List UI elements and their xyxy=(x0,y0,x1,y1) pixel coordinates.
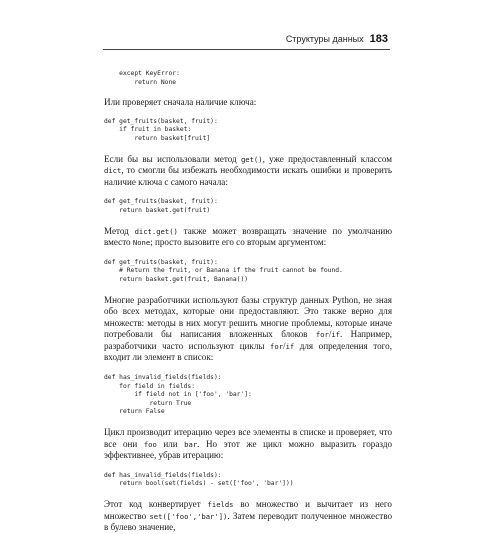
code-block: def get_fruits(basket, fruit): # Return the fruit, or Banana if the fruit cannot be found. return basket.get(fruit, Banana()) xyxy=(104,258,343,283)
inline-code: dict.get() xyxy=(134,226,178,236)
inline-code: bar xyxy=(184,439,198,449)
header-divider xyxy=(103,49,390,50)
paragraph: Цикл производит итерацию через все элементы в списке и проверяет, что все они foo или bar. Но этот же цикл можно выразить гораздо эффективнее, убрав итерацию: xyxy=(104,427,392,461)
chapter-title: Структуры данных xyxy=(285,34,364,44)
inline-code: None xyxy=(132,238,151,248)
paragraph: Или проверяет сначала наличие ключа: xyxy=(104,97,257,108)
inline-code: foo xyxy=(143,439,157,449)
inline-code: fields xyxy=(207,500,234,509)
code-block: def get_fruits(basket, fruit): return basket.get(fruit) xyxy=(104,198,218,214)
inline-code: if xyxy=(285,341,295,351)
inline-code: for xyxy=(270,341,284,351)
paragraph: Если бы вы использовали метод get(), уже предоставленный классом dict, то смогли бы избежать необходимости искать ошибки и проверить наличие ключа с самого начала: xyxy=(104,153,392,187)
paragraph: Этот код конвертирует fields во множество и вычитает из него множество set(['foo','bar']). Затем переводит полученное множество в булево значение, xyxy=(104,499,393,533)
page-body xyxy=(104,58,392,534)
code-block: def has_invalid_fields(fields): return bool(set(fields) - set(['foo', 'bar'])) xyxy=(104,471,294,488)
inline-code: for xyxy=(315,330,329,340)
code-block: def get_fruits(basket, fruit): if fruit in basket: return basket[fruit] xyxy=(104,117,218,142)
inline-code: set(['foo','bar']) xyxy=(149,511,228,521)
paragraph: Метод dict.get() также может возвращать значение по умолчанию вместо None; просто вызовите его со вторым аргументом: xyxy=(104,225,392,248)
paragraph: Многие разработчики используют базы структур данных Python, не зная обо всех методах, которые они предоставляют. Это также верно для множеств: методы в них могут решить многие проблемы, которые иначе потребовали бы написания вложенных блоков for/if. Например, разработчики часто используют циклы for/if для определения того, входит ли элемент в список: xyxy=(104,294,393,363)
code-block: def has_invalid_fields(fields): for field in fields: if field not in ['foo', 'bar']: return True return False xyxy=(104,374,252,416)
page-number: 183 xyxy=(369,33,388,45)
code-block: except KeyError: return None xyxy=(119,70,180,86)
inline-code: if xyxy=(331,330,341,340)
inline-code: get() xyxy=(240,154,263,164)
inline-code: dict xyxy=(104,166,122,176)
running-header xyxy=(286,29,388,49)
